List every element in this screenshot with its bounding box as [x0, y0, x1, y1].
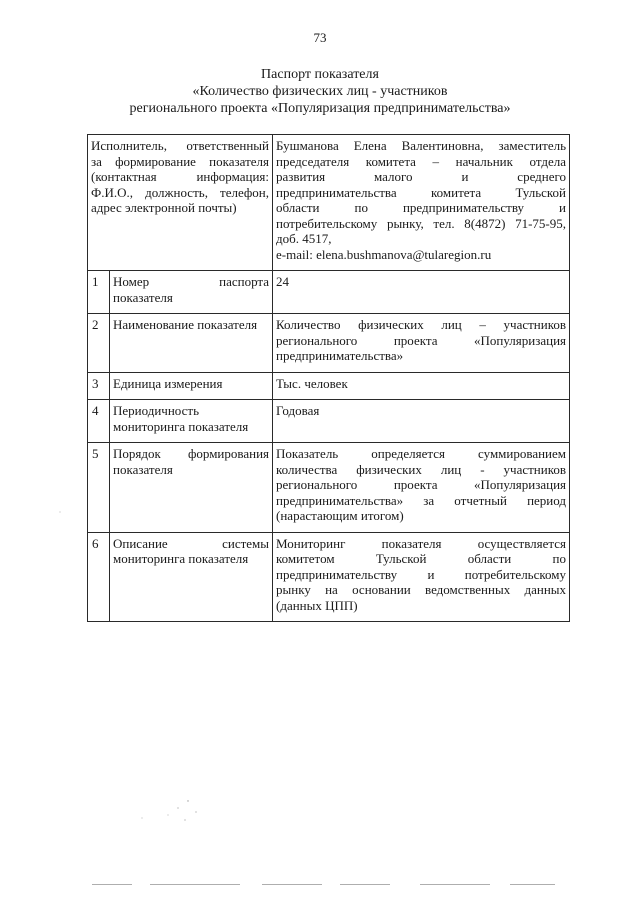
- table-row: [88, 400, 570, 443]
- text-line: мониторинга показателя: [113, 551, 249, 566]
- text-line: рынку на основании ведомственных данных: [276, 582, 567, 597]
- table-row: [88, 271, 570, 314]
- row-label-cell: [110, 532, 273, 622]
- text-line: Описание системы: [113, 535, 270, 551]
- text-line: доб. 4517,: [276, 231, 332, 246]
- text-line: Порядок формирования: [113, 446, 270, 461]
- text-line: развития малого и среднего: [276, 169, 567, 184]
- responsible-value-cell: [273, 135, 570, 271]
- text-line: количества физических лиц - участников: [276, 461, 567, 477]
- text-line: 24: [276, 274, 290, 289]
- document-title: [0, 66, 640, 117]
- text-line: Количество физических лиц – участников: [276, 317, 567, 332]
- text-line: Мониторинг показателя осуществляется: [276, 535, 567, 551]
- table-row: [88, 314, 570, 373]
- table-row: [88, 372, 570, 400]
- text-line: области по предпринимательству и: [276, 200, 567, 215]
- text-line: Бушманова Елена Валентиновна, заместитель: [276, 138, 567, 153]
- text-line: Тыс. человек: [276, 375, 348, 391]
- table-row: [88, 443, 570, 533]
- row-number: 1: [88, 271, 110, 314]
- row-value-cell: [273, 443, 570, 533]
- text-line: регионального проекта «Популяризация: [276, 332, 567, 348]
- text-line: Наименование показателя: [113, 317, 258, 332]
- title-line-3: регионального проекта «Популяризация предпринимательства»: [129, 101, 511, 116]
- row-label-cell: [110, 372, 273, 400]
- text-line: (контактная информация:: [91, 169, 270, 184]
- text-line: показателя: [113, 461, 173, 477]
- text-line: Годовая: [276, 403, 320, 418]
- row-label-cell: [110, 400, 273, 443]
- text-line: предпринимательству и потребительскому: [276, 566, 567, 582]
- table-row-responsible: [88, 135, 570, 271]
- row-value-cell: [273, 314, 570, 373]
- responsible-label-cell: [88, 135, 273, 271]
- row-number: 3: [88, 372, 110, 400]
- row-number: 5: [88, 443, 110, 533]
- title-line-2: «Количество физических лиц - участников: [192, 84, 448, 99]
- row-value-cell: [273, 532, 570, 622]
- page-number: 73: [313, 30, 327, 45]
- text-line: за формирование показателя: [91, 153, 270, 169]
- row-number: 4: [88, 400, 110, 443]
- title-line-1: Паспорт показателя: [261, 67, 379, 82]
- row-number: 2: [88, 314, 110, 373]
- text-line: Ф.И.О., должность, телефон,: [91, 184, 270, 200]
- text-line: Периодичность: [113, 403, 200, 418]
- text-line: Показатель определяется суммированием: [276, 446, 567, 461]
- text-line: потребительскому рынку, тел. 8(4872) 71-75-95,: [276, 215, 567, 231]
- text-line: председателя комитета – начальник отдела: [276, 153, 567, 169]
- text-line: регионального проекта «Популяризация: [276, 477, 567, 492]
- row-label-cell: [110, 271, 273, 314]
- row-label-cell: [110, 443, 273, 533]
- row-number: 6: [88, 532, 110, 622]
- row-value-cell: [273, 372, 570, 400]
- text-line: предпринимательства комитета Тульской: [276, 184, 567, 200]
- row-label-cell: [110, 314, 273, 373]
- row-value-cell: [273, 271, 570, 314]
- indicator-passport-table: [87, 134, 570, 622]
- text-line: адрес электронной почты): [91, 200, 237, 215]
- text-line: мониторинга показателя: [113, 418, 249, 434]
- text-line: Номер паспорта: [113, 274, 270, 289]
- text-line: предпринимательства»: [276, 348, 404, 363]
- email-line: e-mail: elena.bushmanova@tularegion.ru: [276, 246, 492, 262]
- text-line: Исполнитель, ответственный: [91, 138, 270, 153]
- text-line: (нарастающим итогом): [276, 508, 404, 523]
- row-value-cell: [273, 400, 570, 443]
- text-line: (данных ЦПП): [276, 597, 358, 613]
- text-line: Единица измерения: [113, 375, 223, 391]
- text-line: показателя: [113, 289, 173, 305]
- table-row: [88, 532, 570, 622]
- text-line: комитетом Тульской области по: [276, 551, 567, 566]
- text-line: предпринимательства» за отчетный период: [276, 492, 567, 508]
